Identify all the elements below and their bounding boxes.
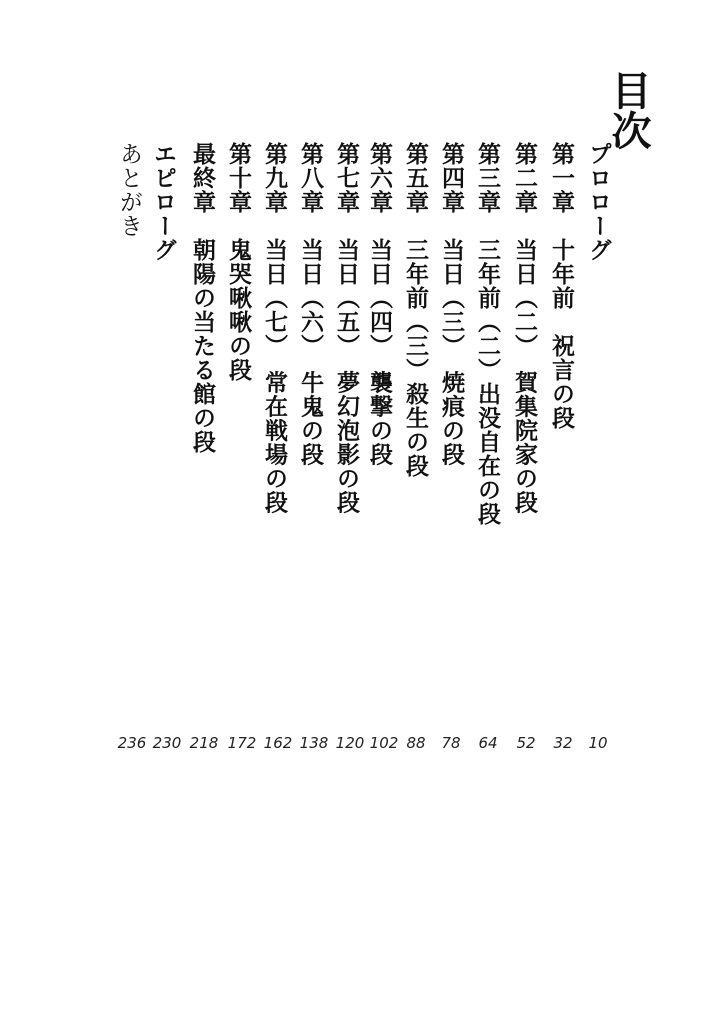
toc-entry-chapter-2[interactable]: 第二章 当日（二） 賀集院家の段 <box>511 142 538 515</box>
toc-title: 目次 <box>605 70 652 150</box>
page-number: 138 <box>299 734 329 752</box>
page-number: 120 <box>335 734 365 752</box>
page-number: 10 <box>588 734 608 752</box>
page-number: 88 <box>406 734 426 752</box>
toc-entry-chapter-5[interactable]: 第五章 三年前（三）殺生の段 <box>402 142 429 478</box>
toc-entry-chapter-9[interactable]: 第九章 当日（七） 常在戦場の段 <box>261 142 288 515</box>
page-number: 172 <box>227 734 257 752</box>
page-number: 236 <box>117 734 147 752</box>
toc-entry-afterword[interactable]: あとがき <box>116 142 142 238</box>
toc-entry-chapter-3[interactable]: 第三章 三年前（二）出没自在の段 <box>474 142 501 526</box>
toc-entry-chapter-4[interactable]: 第四章 当日（三） 焼痕の段 <box>438 142 465 467</box>
toc-entry-chapter-7[interactable]: 第七章 当日（五） 夢幻泡影の段 <box>333 142 360 515</box>
page-number-row <box>116 734 616 762</box>
page-number: 218 <box>189 734 219 752</box>
page-number: 230 <box>152 734 182 752</box>
toc-entry-chapter-10[interactable]: 第十章 鬼哭啾啾の段 <box>225 142 252 382</box>
page-number: 32 <box>553 734 573 752</box>
page-number: 78 <box>441 734 461 752</box>
toc-entry-chapter-6[interactable]: 第六章 当日（四） 襲撃の段 <box>366 142 393 467</box>
page-number: 64 <box>478 734 498 752</box>
page-number: 102 <box>369 734 399 752</box>
toc-entry-epilogue[interactable]: エピローグ <box>150 142 177 262</box>
page-number: 52 <box>516 734 536 752</box>
toc-entry-final-chapter[interactable]: 最終章 朝陽の当たる館の段 <box>189 142 216 454</box>
toc-entry-prologue[interactable]: プロローグ <box>585 142 612 262</box>
page-number: 162 <box>263 734 293 752</box>
toc-entry-chapter-8[interactable]: 第八章 当日（六） 牛鬼の段 <box>297 142 324 467</box>
toc-entry-chapter-1[interactable]: 第一章 十年前 祝言の段 <box>548 142 575 430</box>
